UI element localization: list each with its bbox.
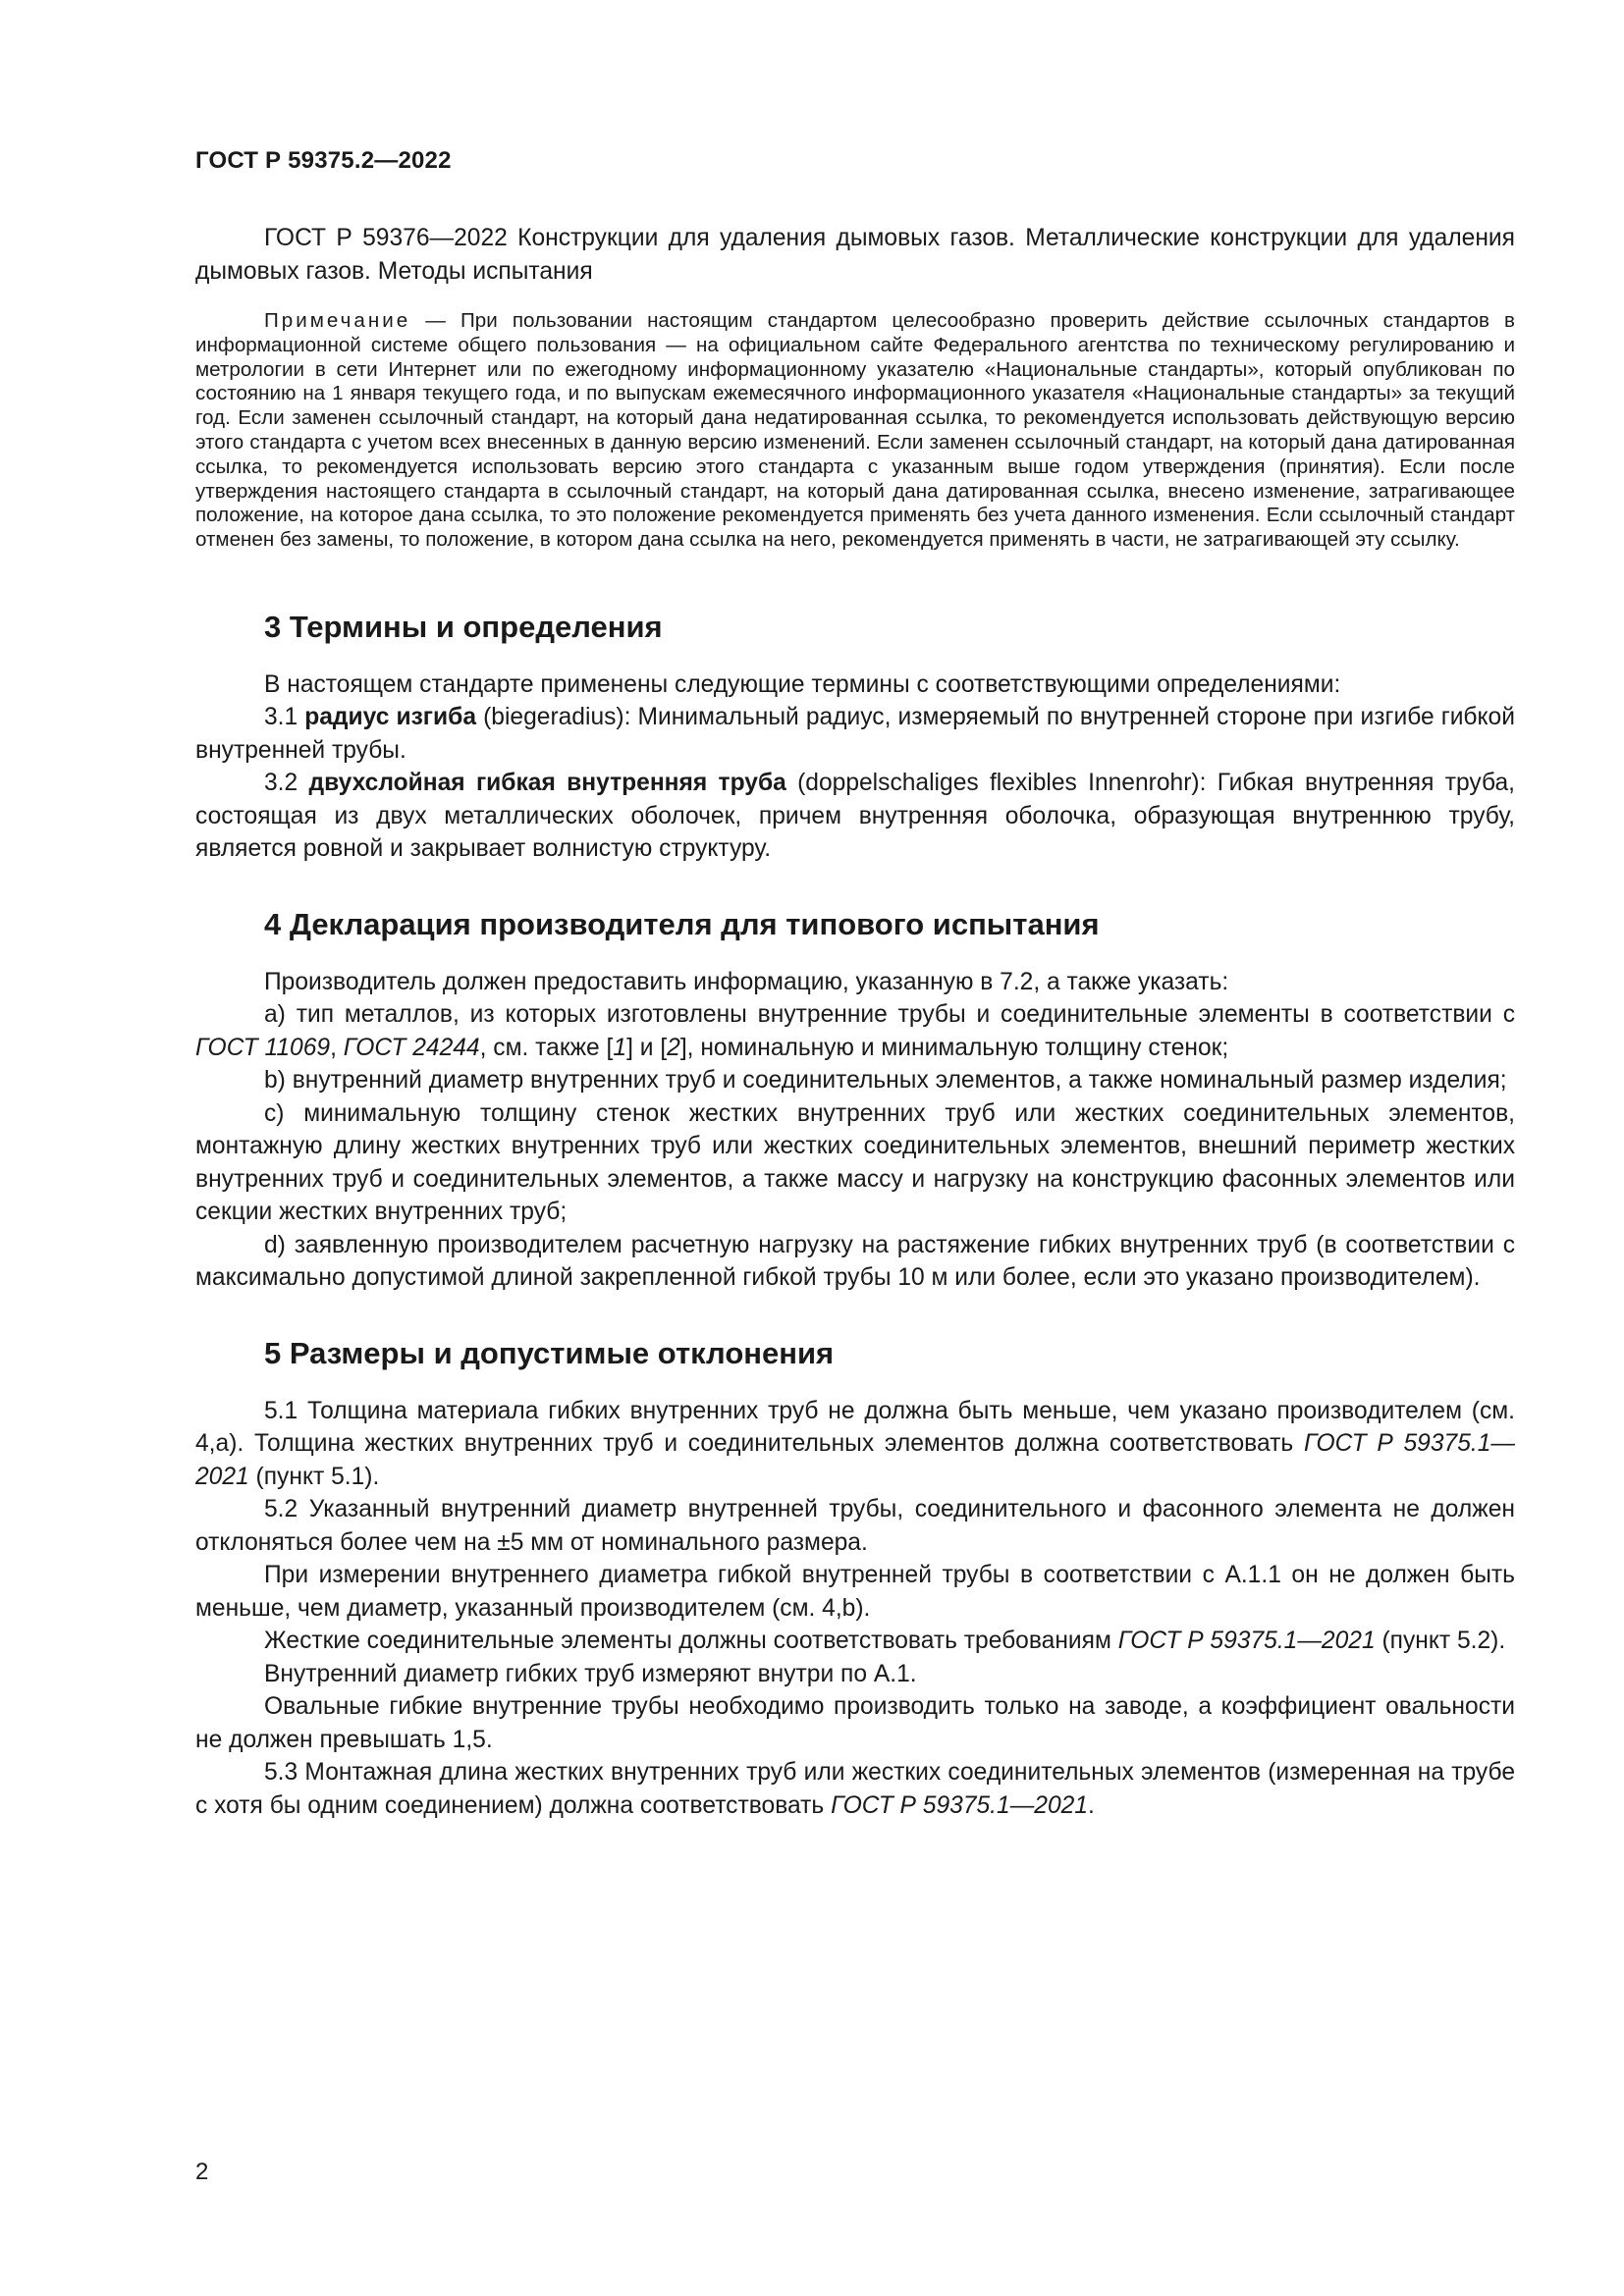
clause-5-3 — [195, 1756, 1515, 1822]
text-run: 5.3 Монтажная длина жестких внутренних труб или жестких соединительных элементов (измеренная на трубе с хотя бы одним соединением) должна соответствовать — [195, 1759, 1515, 1819]
list-item-c: c) минимальную толщину стенок жестких внутренних труб или жестких соединительных элементов, монтажную длину жестких внутренних труб или жестких соединительных элементов, внешний периметр жестких внутренних труб и соединительных элементов, а также массу и нагрузку на конструкцию фасонных элементов или секции жестких внутренних труб; — [195, 1099, 1515, 1226]
text-run: (пункт 5.2). — [1375, 1628, 1506, 1655]
standard-ref: ГОСТ 24244 — [343, 1034, 480, 1061]
paragraph: Внутренний диаметр гибких труб измеряют внутри по А.1. — [264, 1660, 917, 1687]
paragraph: При измерении внутреннего диаметра гибкой внутренней трубы в соответствии с А.1.1 он не должен быть меньше, чем диаметр, указанный производителем (см. 4,b). — [195, 1562, 1515, 1622]
term-definition: (doppelschaliges flexibles Innenrohr): Гибкая внутренняя труба, состоящая из двух металлических оболочек, причем внутренняя оболочка, образующая внутреннюю трубу, является ровной и закрывает волнистую структуру. — [195, 770, 1515, 863]
list-item-a — [195, 998, 1515, 1064]
term-3-1 — [195, 701, 1515, 767]
note-text: — При пользовании настоящим стандартом целесообразно проверить действие ссылочных стандартов в информационной системе общего пользования — на официальном сайте Федерального агентства по техническому регулированию и метрологии в сети Интернет или по ежегодному информационному указателю «Национальные стандарты», который опубликован по состоянию на 1 января текущего года, и по выпускам ежемесячного информационного указателя «Национальные стандарты» за текущий год. Если заменен ссылочный стандарт, на который дана недатированная ссылка, то рекомендуется использовать действующую версию этого стандарта с учетом всех внесенных в данную версию изменений. Если заменен ссылочный стандарт, на который дана датированная ссылка, то рекомендуется использовать версию этого стандарта с указанным выше годом утверждения (принятия). Если после утверждения настоящего стандарта в ссылочный стандарт, на который дана датированная ссылка, внесено изменение, затрагивающее положение, на которое дана ссылка, то это положение рекомендуется применять без учета данного изменения. Если ссылочный стандарт отменен без замены, то положение, в котором дана ссылка на него, рекомендуется применять в части, не затрагивающей эту ссылку. — [195, 309, 1515, 552]
term-definition: (biegeradius): Минимальный радиус, измеряемый по внутренней стороне при изгибе гибкой внутренней трубы. — [195, 704, 1515, 764]
standard-ref: ГОСТ Р 59375.1—2021 — [831, 1791, 1088, 1819]
paragraph — [195, 1625, 1515, 1658]
text-run: Жесткие соединительные элементы должны соответствовать требованиям — [264, 1628, 1118, 1655]
paragraph: Овальные гибкие внутренние трубы необходимо производить только на заводе, а коэффициент овальности не должен превышать 1,5. — [195, 1693, 1515, 1753]
text-run: . — [1088, 1791, 1095, 1819]
term-number: 3.2 — [264, 770, 309, 797]
section-3-intro: В настоящем стандарте применены следующие термины с соответствующими определениями: — [264, 670, 1341, 698]
text-run: ], номинальную и минимальную толщину стенок; — [679, 1034, 1229, 1061]
clause-5-2: 5.2 Указанный внутренний диаметр внутренней трубы, соединительного и фасонного элемента не должен отклоняться более чем на ±5 мм от номинального размера. — [195, 1496, 1515, 1556]
list-item-d: d) заявленную производителем расчетную нагрузку на растяжение гибких внутренних труб (в соответствии с максимально допустимой длиной закрепленной гибкой трубы 10 м или более, если это указано производителем). — [195, 1231, 1515, 1292]
bibliography-ref: 1 — [613, 1034, 627, 1061]
note-label: Примечание — [264, 309, 411, 332]
text-run: , — [330, 1034, 344, 1061]
page-body — [195, 222, 1515, 1822]
standard-ref: ГОСТ 11069 — [195, 1034, 331, 1061]
text-run: ] и [ — [626, 1034, 668, 1061]
page-number: 2 — [195, 2159, 209, 2185]
term-3-2 — [195, 767, 1515, 866]
text-run: (пункт 5.1). — [248, 1463, 380, 1490]
section-3-heading: 3 Термины и определения — [264, 609, 663, 644]
section-5-heading: 5 Размеры и допустимые отклонения — [264, 1335, 835, 1370]
text-run: 5.1 Толщина материала гибких внутренних труб не должна быть меньше, чем указано производителем (см. 4,a). Толщина жестких внутренних труб и соединительных элементов должна соответствовать — [195, 1397, 1515, 1458]
term-name: двухслойная гибкая внутренняя труба — [308, 770, 786, 797]
section-4-heading: 4 Декларация производителя для типового испытания — [264, 906, 1100, 941]
text-run: a) тип металлов, из которых изготовлены внутренние трубы и соединительные элементы в соответствии с — [264, 1001, 1515, 1029]
term-number: 3.1 — [264, 704, 305, 731]
bibliography-ref: 2 — [667, 1034, 680, 1061]
reference-note — [195, 309, 1515, 553]
standard-ref: ГОСТ Р 59375.1—2021 — [1117, 1628, 1376, 1655]
list-item-b: b) внутренний диаметр внутренних труб и соединительных элементов, а также номинальный размер изделия; — [264, 1067, 1507, 1095]
reference-item: ГОСТ Р 59376—2022 Конструкции для удаления дымовых газов. Металлические конструкции для удаления дымовых газов. Методы испытания — [195, 225, 1515, 285]
section-4-intro: Производитель должен предоставить информацию, указанную в 7.2, а также указать: — [264, 968, 1229, 995]
standard-ref: ГОСТ Р 59375.1—2021 — [195, 1430, 1515, 1490]
running-header: ГОСТ Р 59375.2—2022 — [195, 147, 452, 174]
text-run: , см. также [ — [479, 1034, 614, 1061]
term-name: радиус изгиба — [304, 704, 477, 731]
clause-5-1 — [195, 1395, 1515, 1494]
